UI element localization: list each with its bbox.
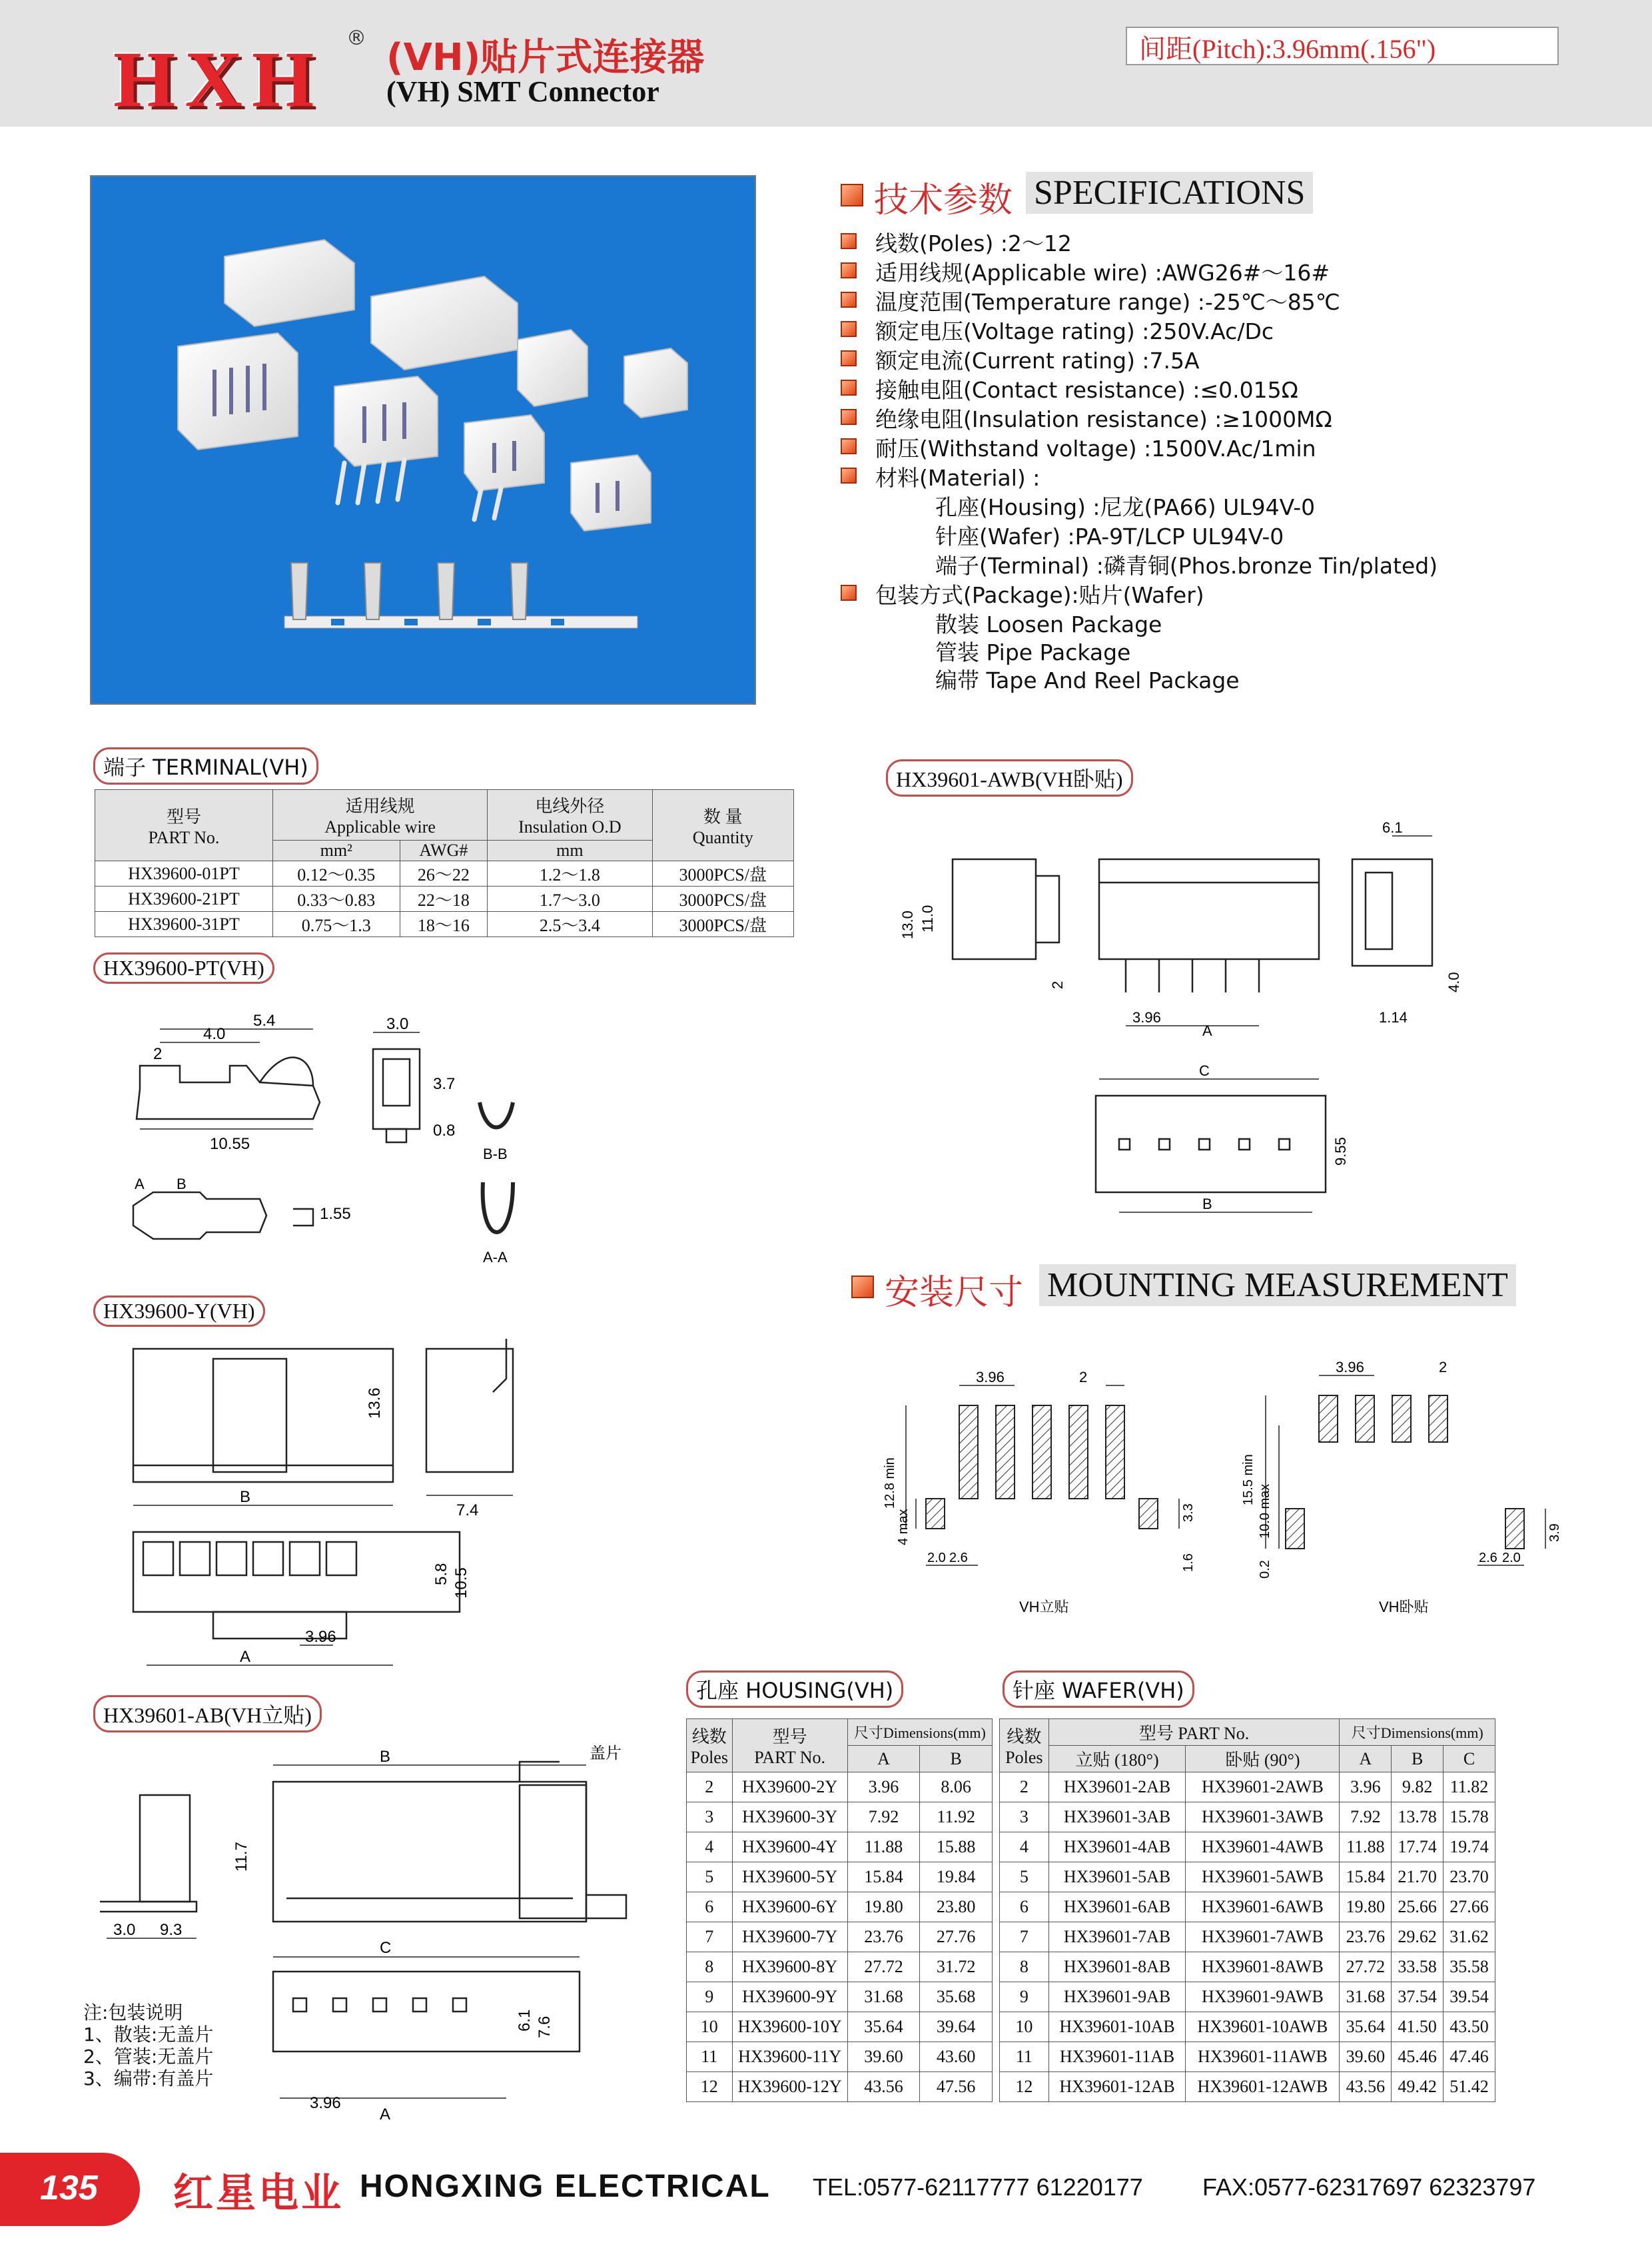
table-row: 6 HX39600-6Y 19.80 23.80: [687, 1892, 993, 1922]
bullet-icon: [841, 585, 857, 601]
company-name-cn: 红星电业: [173, 2170, 344, 2217]
table-row: HX39600-01PT 0.12〜0.35 26〜22 1.2〜1.8 3000PCS/盘: [95, 861, 794, 887]
dim-label: 13.0: [899, 911, 916, 939]
dim-label: B: [1202, 1196, 1212, 1212]
bullet-icon: [841, 292, 857, 308]
mounting-drawing: [866, 1339, 1562, 1632]
ab-label: HX39601-AB(VH立贴): [93, 1695, 322, 1732]
table-row: HX39600-31PT 0.75〜1.3 18〜16 2.5〜3.4 3000PCS/盘: [95, 912, 794, 937]
spec-item: 耐压(Withstand voltage) :1500V.Ac/1min: [841, 432, 1316, 463]
dim-label: 2: [153, 1045, 163, 1063]
wafer-table: [999, 1718, 1495, 2102]
dim-label: 3.9: [1547, 1523, 1562, 1542]
table-row: 3 HX39600-3Y 7.92 11.92: [687, 1802, 993, 1832]
telephone: TEL:0577-62117777 61220177: [813, 2173, 1143, 2201]
table-row: 8 HX39601-8AB HX39601-8AWB 27.72 33.58 35.58: [1000, 1952, 1495, 1982]
dim-label: 15.5 min: [1241, 1454, 1256, 1505]
dim-label: 2: [1439, 1359, 1447, 1375]
th-vertical: 立贴 (180°): [1048, 1746, 1186, 1772]
packaging-notes: 注:包装说明 1、散装:无盖片 2、管装:无盖片 3、编带:有盖片: [83, 2002, 214, 2089]
th-a: A: [847, 1746, 920, 1772]
dim-label: 2.0: [1502, 1551, 1521, 1565]
cover-label: 盖片: [590, 1744, 621, 1762]
dim-label: 3.3: [1181, 1503, 1196, 1522]
table-row: 5 HX39600-5Y 15.84 19.84: [687, 1862, 993, 1892]
dim-label: 2.0: [927, 1551, 946, 1565]
th-qty: 数 量 Quantity: [652, 790, 794, 861]
dim-label: B-B: [483, 1146, 508, 1162]
package-item: 散装 Loosen Package: [935, 611, 1162, 637]
th-c: C: [1444, 1746, 1495, 1772]
dim-label: A: [1202, 1022, 1212, 1039]
product-photo: [90, 175, 756, 705]
specs-title-en: SPECIFICATIONS: [1026, 172, 1313, 214]
dim-label: 12.8 min: [883, 1457, 897, 1509]
table-row: 10 HX39600-10Y 35.64 39.64: [687, 2012, 993, 2042]
housing-label: 孔座 HOUSING(VH): [686, 1671, 903, 1708]
pt-label: HX39600-PT(VH): [93, 952, 274, 984]
vh-horizontal-caption: VH卧贴: [1379, 1599, 1429, 1615]
section-marker-icon: [841, 184, 863, 206]
bullet-icon: [841, 409, 857, 425]
dim-label: 6.1: [1382, 819, 1403, 836]
dim-label: 11.0: [919, 905, 936, 933]
dim-label: 10.5: [452, 1567, 470, 1599]
dim-label: 5.8: [432, 1563, 450, 1585]
dim-label: 0.2: [1258, 1560, 1272, 1579]
table-row: 10 HX39601-10AB HX39601-10AWB 35.64 41.50 43.50: [1000, 2012, 1495, 2042]
table-row: HX39600-21PT 0.33〜0.83 22〜18 1.7〜3.0 3000PCS/盘: [95, 887, 794, 912]
dim-label: 10.55: [210, 1135, 250, 1153]
page-title-en: (VH) SMT Connector: [386, 75, 659, 108]
spec-item: 线数(Poles) :2〜12: [841, 226, 1072, 258]
table-row: 6 HX39601-6AB HX39601-6AWB 19.80 25.66 27.66: [1000, 1892, 1495, 1922]
th-b: B: [920, 1746, 993, 1772]
wafer-label: 针座 WAFER(VH): [1003, 1671, 1194, 1708]
th-part: 型号 PART No.: [1048, 1719, 1340, 1746]
table-row: 3 HX39601-3AB HX39601-3AWB 7.92 13.78 15.78: [1000, 1802, 1495, 1832]
dim-label: 3.96: [1132, 1009, 1161, 1026]
dim-label: 2: [1079, 1369, 1088, 1385]
table-row: 11 HX39600-11Y 39.60 43.60: [687, 2042, 993, 2072]
dim-label: 9.3: [160, 1921, 183, 1939]
dim-label: 5.4: [253, 1012, 276, 1030]
pitch-label: 间距(Pitch):3.96mm(.156"): [1139, 34, 1436, 64]
bullet-icon: [841, 321, 857, 337]
connector-photo-illustration: [91, 177, 757, 706]
table-row: 5 HX39601-5AB HX39601-5AWB 15.84 21.70 23.70: [1000, 1862, 1495, 1892]
spec-item: 包装方式(Package):贴片(Wafer): [841, 578, 1204, 609]
th-od: 电线外径 Insulation O.D: [488, 790, 652, 841]
dim-label: 7.4: [456, 1501, 479, 1519]
table-row: 12 HX39600-12Y 43.56 47.56: [687, 2072, 993, 2102]
dim-label: B: [380, 1748, 391, 1766]
th-wire: 适用线规 Applicable wire: [273, 790, 488, 841]
spec-item: 温度范围(Temperature range) :-25℃〜85℃: [841, 285, 1340, 316]
awb-label: HX39601-AWB(VH卧贴): [886, 759, 1133, 797]
table-row: 12 HX39601-12AB HX39601-12AWB 43.56 49.42 51.42: [1000, 2072, 1495, 2102]
th-part: 型号 PART No.: [732, 1719, 847, 1772]
table-row: 7 HX39600-7Y 23.76 27.76: [687, 1922, 993, 1952]
material-item: 端子(Terminal) :磷青铜(Phos.bronze Tin/plated): [935, 553, 1438, 579]
material-item: 孔座(Housing) :尼龙(PA66) UL94V-0: [935, 494, 1316, 520]
spec-item: 接触电阻(Contact resistance) :≤0.015Ω: [841, 373, 1298, 404]
dim-label: 13.6: [366, 1387, 384, 1419]
terminal-drawing: [93, 1002, 626, 1282]
dim-label: 3.96: [1336, 1359, 1364, 1375]
dim-label: 0.8: [433, 1122, 456, 1140]
dim-label: 4.0: [203, 1025, 226, 1043]
dim-label: 10.0 max: [1258, 1483, 1272, 1539]
th-a: A: [1340, 1746, 1392, 1772]
specs-title-cn: 技术参数: [874, 181, 1013, 220]
dim-label: 6.1: [516, 2009, 534, 2032]
dim-label: 2.6: [1479, 1551, 1497, 1565]
table-row: 7 HX39601-7AB HX39601-7AWB 23.76 29.62 31.62: [1000, 1922, 1495, 1952]
th-mm: mm²: [273, 841, 400, 861]
table-row: 9 HX39600-9Y 31.68 35.68: [687, 1982, 993, 2012]
th-poles: 线数 Poles: [1000, 1719, 1049, 1772]
housing-table: [686, 1718, 993, 2102]
package-item: 管装 Pipe Package: [935, 639, 1131, 665]
dim-label: 7.6: [536, 2016, 554, 2038]
registered-mark: ®: [346, 27, 366, 50]
bullet-icon: [841, 380, 857, 396]
section-marker-icon: [851, 1276, 874, 1298]
vh-vertical-caption: VH立贴: [1019, 1599, 1069, 1615]
bullet-icon: [841, 438, 857, 454]
page-number: 135: [40, 2169, 98, 2207]
th-awg: AWG#: [400, 841, 488, 861]
dim-label: 4.0: [1446, 972, 1462, 992]
spec-item: 额定电压(Voltage rating) :250V.Ac/Dc: [841, 314, 1274, 346]
bullet-icon: [841, 262, 857, 278]
dim-label: B: [240, 1488, 251, 1506]
spec-item: 适用线规(Applicable wire) :AWG26#〜16#: [841, 256, 1330, 287]
dim-label: 1.55: [320, 1205, 351, 1223]
terminal-table: [95, 789, 794, 937]
th-b: B: [1392, 1746, 1444, 1772]
page-title-cn: (VH)贴片式连接器: [386, 36, 705, 79]
fax: FAX:0577-62317697 62323797: [1202, 2173, 1536, 2201]
company-name-en: HONGXING ELECTRICAL: [360, 2169, 771, 2204]
dim-label: C: [380, 1939, 392, 1957]
dim-label: 3.96: [976, 1369, 1005, 1385]
table-row: 4 HX39600-4Y 11.88 15.88: [687, 1832, 993, 1862]
dim-label: 3.0: [113, 1921, 136, 1939]
dim-label: 3.0: [386, 1015, 409, 1033]
dim-label: 2: [1049, 980, 1066, 989]
dim-label: 3.96: [305, 1628, 336, 1646]
bullet-icon: [841, 350, 857, 366]
th-horizontal: 卧贴 (90°): [1186, 1746, 1340, 1772]
th-dim: 尺寸Dimensions(mm): [847, 1719, 992, 1746]
dim-label: A: [135, 1176, 145, 1192]
th-od-mm: mm: [488, 841, 652, 861]
dim-label: A: [380, 2105, 391, 2123]
dim-label: 1.14: [1379, 1009, 1408, 1026]
spec-item: 绝缘电阻(Insulation resistance) :≥1000MΩ: [841, 402, 1332, 434]
dim-label: 1.6: [1181, 1553, 1196, 1572]
housing-drawing: [93, 1339, 626, 1692]
mounting-title-cn: 安装尺寸: [885, 1273, 1024, 1313]
dim-label: A: [240, 1648, 251, 1666]
dim-label: 3.7: [433, 1075, 456, 1093]
spec-item: 材料(Material) :: [841, 461, 1040, 492]
bullet-icon: [841, 233, 857, 249]
th-part: 型号 PART No.: [95, 790, 273, 861]
dim-label: A-A: [483, 1249, 508, 1266]
mounting-title-en: MOUNTING MEASUREMENT: [1039, 1264, 1516, 1306]
dim-label: 4 max: [896, 1509, 911, 1545]
terminal-label: 端子 TERMINAL(VH): [93, 747, 318, 785]
table-row: 9 HX39601-9AB HX39601-9AWB 31.68 37.54 39.54: [1000, 1982, 1495, 2012]
y-label: HX39600-Y(VH): [93, 1296, 265, 1327]
table-row: 2 HX39601-2AB HX39601-2AWB 3.96 9.82 11.82: [1000, 1772, 1495, 1802]
th-poles: 线数 Poles: [687, 1719, 733, 1772]
dim-label: 11.7: [232, 1842, 250, 1872]
bullet-icon: [841, 468, 857, 484]
dim-label: 3.96: [310, 2094, 341, 2112]
table-row: 11 HX39601-11AB HX39601-11AWB 39.60 45.46 47.46: [1000, 2042, 1495, 2072]
dim-label: 2.6: [949, 1551, 968, 1565]
table-row: 8 HX39600-8Y 27.72 31.72: [687, 1952, 993, 1982]
brand-logo: HXH: [113, 35, 324, 123]
table-row: 2 HX39600-2Y 3.96 8.06: [687, 1772, 993, 1802]
table-row: 4 HX39601-4AB HX39601-4AWB 11.88 17.74 19.74: [1000, 1832, 1495, 1862]
dim-label: 9.55: [1332, 1137, 1349, 1166]
spec-item: 额定电流(Current rating) :7.5A: [841, 344, 1200, 375]
package-item: 编带 Tape And Reel Package: [935, 667, 1240, 693]
dim-label: C: [1199, 1062, 1210, 1079]
th-dim: 尺寸Dimensions(mm): [1340, 1719, 1495, 1746]
wafer-horizontal-drawing: [886, 816, 1485, 1229]
dim-label: B: [177, 1176, 187, 1192]
material-item: 针座(Wafer) :PA-9T/LCP UL94V-0: [935, 524, 1284, 550]
